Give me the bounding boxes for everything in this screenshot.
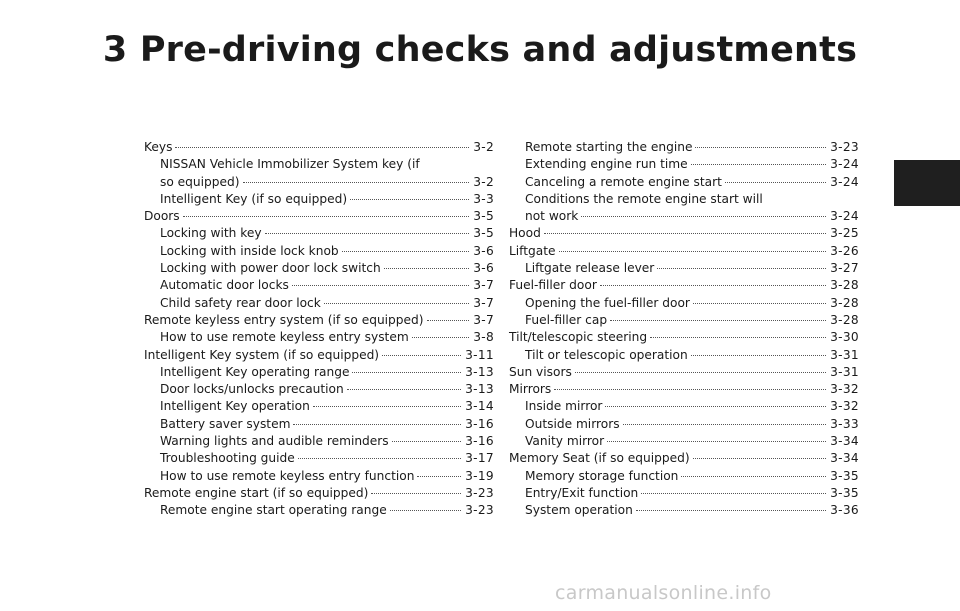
toc-entry-label: Remote engine start (if so equipped) [144, 485, 369, 500]
dot-leader [427, 320, 470, 321]
toc-entry[interactable] [144, 243, 494, 260]
toc-entry[interactable] [509, 433, 859, 450]
dot-leader [575, 372, 826, 373]
toc-entry[interactable] [509, 156, 859, 173]
toc-entry-page: 3-23 [465, 485, 494, 500]
toc-entry-page: 3-13 [465, 364, 494, 379]
toc-entry-label: Tilt/telescopic steering [509, 330, 648, 345]
dot-leader [292, 285, 469, 286]
toc-entry[interactable] [509, 398, 859, 415]
dot-leader [384, 268, 469, 269]
dot-leader [600, 285, 826, 286]
toc-entry[interactable] [509, 381, 859, 398]
toc-entry-page: 3-35 [830, 485, 859, 500]
dot-leader [324, 303, 469, 304]
toc-entry-label: Automatic door locks [160, 278, 289, 293]
toc-entry[interactable] [509, 139, 859, 156]
dot-leader [392, 441, 461, 442]
toc-entry-label: Door locks/unlocks precaution [160, 382, 344, 397]
dot-leader [650, 337, 826, 338]
dot-leader [691, 355, 826, 356]
toc-entry-label: Remote engine start operating range [160, 503, 387, 518]
dot-leader [610, 320, 826, 321]
toc-entry[interactable] [509, 329, 859, 346]
toc-entry-page: 3-31 [830, 347, 859, 362]
toc-entry[interactable] [509, 174, 859, 191]
toc-entry[interactable] [144, 416, 494, 433]
toc-entry-label: Liftgate [509, 243, 556, 258]
toc-entry-label: Memory storage function [525, 468, 679, 483]
toc-entry-page: 3-16 [465, 434, 494, 449]
toc-entry[interactable] [509, 485, 859, 502]
toc-entry[interactable] [144, 156, 494, 191]
toc-entry-label: Vanity mirror [525, 434, 605, 449]
toc-entry-page: 3-28 [830, 278, 859, 293]
dot-leader [605, 406, 826, 407]
toc-entry-label: not work [525, 209, 579, 224]
dot-leader [695, 147, 826, 148]
toc-entry-page: 3-17 [465, 451, 494, 466]
toc-entry-page: 3-19 [465, 468, 494, 483]
toc-entry[interactable] [144, 468, 494, 485]
dot-leader [298, 458, 461, 459]
toc-entry[interactable] [144, 225, 494, 242]
toc-entry[interactable] [509, 191, 859, 226]
toc-entry-label: Locking with key [160, 226, 262, 241]
toc-entry-page: 3-3 [473, 191, 494, 206]
toc-entry-label: Inside mirror [525, 399, 603, 414]
toc-entry[interactable] [144, 139, 494, 156]
toc-entry-page: 3-8 [473, 330, 494, 345]
dot-leader [350, 199, 469, 200]
dot-leader [371, 493, 461, 494]
toc-entry[interactable] [509, 502, 859, 519]
toc-entry-label: Memory Seat (if so equipped) [509, 451, 690, 466]
toc-entry[interactable] [144, 329, 494, 346]
toc-entry[interactable] [144, 450, 494, 467]
toc-entry-label: Locking with inside lock knob [160, 243, 339, 258]
toc-entry-label: Battery saver system [160, 416, 291, 431]
toc-entry-page: 3-6 [473, 243, 494, 258]
toc-entry[interactable] [509, 347, 859, 364]
toc-entry-page: 3-14 [465, 399, 494, 414]
dot-leader [352, 372, 461, 373]
toc-entry[interactable] [509, 312, 859, 329]
toc-entry-page: 3-27 [830, 261, 859, 276]
toc-entry-page: 3-24 [830, 157, 859, 172]
toc-entry[interactable] [509, 277, 859, 294]
toc-entry-label: Hood [509, 226, 541, 241]
toc-entry-page: 3-25 [830, 226, 859, 241]
toc-entry-label: Intelligent Key (if so equipped) [160, 191, 348, 206]
toc-entry[interactable] [509, 260, 859, 277]
toc-entry[interactable] [509, 450, 859, 467]
toc-entry-page: 3-13 [465, 382, 494, 397]
toc-entry-label: How to use remote keyless entry function [160, 468, 415, 483]
toc-entry-page: 3-23 [830, 140, 859, 154]
dot-leader [293, 424, 461, 425]
toc-entry-page: 3-23 [465, 503, 494, 518]
toc-entry[interactable] [509, 416, 859, 433]
toc-entry-label: Opening the fuel-filler door [525, 295, 690, 310]
toc-entry-page: 3-7 [473, 312, 494, 327]
toc-entry-page: 3-30 [830, 330, 859, 345]
toc-entry-page: 3-16 [465, 416, 494, 431]
dot-leader [183, 216, 470, 217]
toc-entry[interactable] [509, 468, 859, 485]
dot-leader [243, 182, 470, 183]
toc-entry-page: 3-5 [473, 226, 494, 241]
dot-leader [382, 355, 461, 356]
toc-entry[interactable] [509, 295, 859, 312]
dot-leader [412, 337, 469, 338]
dot-leader [681, 476, 826, 477]
toc-entry-page: 3-2 [473, 174, 494, 189]
toc-entry-page: 3-26 [830, 243, 859, 258]
dot-leader [657, 268, 826, 269]
dot-leader [347, 389, 461, 390]
toc-entry-page: 3-7 [473, 295, 494, 310]
dot-leader [693, 303, 826, 304]
toc-entry[interactable] [144, 347, 494, 364]
toc-entry-page: 3-6 [473, 261, 494, 276]
toc-entry-page: 3-34 [830, 434, 859, 449]
toc-entry-label: Canceling a remote engine start [525, 174, 722, 189]
dot-leader [544, 233, 826, 234]
toc-entry[interactable] [144, 398, 494, 415]
toc-entry-page: 3-32 [830, 399, 859, 414]
dot-leader [581, 216, 826, 217]
toc-entry-page: 3-33 [830, 416, 859, 431]
toc-entry[interactable] [144, 485, 494, 502]
toc-entry-label: Doors [144, 209, 180, 224]
toc-entry-label: Intelligent Key operation [160, 399, 310, 414]
dot-leader [636, 510, 826, 511]
toc-entry-label: Outside mirrors [525, 416, 620, 431]
watermark-text: carmanualsonline.info [555, 582, 772, 604]
toc-entry-label: NISSAN Vehicle Immobilizer System key (if [160, 157, 420, 172]
toc-entry-label: Child safety rear door lock [160, 295, 321, 310]
dot-leader [342, 251, 470, 252]
toc-entry-label: Warning lights and audible reminders [160, 434, 389, 449]
toc-entry[interactable] [144, 502, 494, 519]
toc-entry-page: 3-11 [465, 347, 494, 362]
dot-leader [559, 251, 827, 252]
toc-entry-label: Remote starting the engine [525, 140, 693, 154]
toc-entry-page: 3-32 [830, 382, 859, 397]
dot-leader [623, 424, 827, 425]
dot-leader [554, 389, 826, 390]
toc-entry-label: Fuel-filler door [509, 278, 597, 293]
toc-entry-page: 3-2 [473, 140, 494, 154]
page-title: 3 Pre-driving checks and adjustments [102, 30, 858, 70]
toc-entry-page: 3-7 [473, 278, 494, 293]
toc-entry-label: System operation [525, 503, 633, 518]
toc-entry-page: 3-28 [830, 312, 859, 327]
toc-entry-label: Tilt or telescopic operation [525, 347, 688, 362]
toc-entry-label: Remote keyless entry system (if so equipped) [144, 312, 424, 327]
dot-leader [265, 233, 470, 234]
toc-entry-page: 3-5 [473, 209, 494, 224]
toc-entry[interactable] [509, 225, 859, 242]
toc-entry[interactable] [144, 364, 494, 381]
toc-entry-label: so equipped) [160, 174, 240, 189]
toc-entry-page: 3-24 [830, 209, 859, 224]
toc-entry[interactable] [144, 295, 494, 312]
toc-entry-page: 3-36 [830, 503, 859, 518]
toc-entry[interactable] [509, 364, 859, 381]
toc-entry[interactable] [144, 191, 494, 208]
toc-column-right [509, 139, 859, 520]
toc-entry-page: 3-34 [830, 451, 859, 466]
dot-leader [390, 510, 461, 511]
toc-entry-page: 3-24 [830, 174, 859, 189]
toc-entry-label: Intelligent Key operating range [160, 364, 350, 379]
toc-entry-label: Fuel-filler cap [525, 312, 608, 327]
toc-column-left [144, 139, 494, 520]
toc-entry[interactable] [144, 381, 494, 398]
dot-leader [313, 406, 461, 407]
toc-entry-label: Extending engine run time [525, 157, 688, 172]
dot-leader [417, 476, 461, 477]
toc-entry-label: Liftgate release lever [525, 261, 655, 276]
toc-entry[interactable] [144, 208, 494, 225]
dot-leader [641, 493, 826, 494]
toc-entry[interactable] [144, 260, 494, 277]
toc-entry-label: Keys [144, 140, 173, 154]
toc-entry-page: 3-28 [830, 295, 859, 310]
dot-leader [693, 458, 827, 459]
toc-entry-label: Mirrors [509, 382, 552, 397]
toc-entry-label: Sun visors [509, 364, 572, 379]
toc-entry-label: Locking with power door lock switch [160, 261, 381, 276]
chapter-tab [894, 160, 960, 206]
toc-entry-label: Troubleshooting guide [160, 451, 295, 466]
dot-leader [175, 147, 469, 148]
toc-entry-label: Intelligent Key system (if so equipped) [144, 347, 380, 362]
toc-entry-label: How to use remote keyless entry system [160, 330, 409, 345]
toc-entry[interactable] [509, 243, 859, 260]
toc-entry[interactable] [144, 277, 494, 294]
toc-entry-page: 3-35 [830, 468, 859, 483]
toc-entry-page: 3-31 [830, 364, 859, 379]
toc-entry-label: Conditions the remote engine start will [525, 191, 763, 206]
toc-entry[interactable] [144, 433, 494, 450]
dot-leader [725, 182, 826, 183]
dot-leader [607, 441, 826, 442]
toc-entry[interactable] [144, 312, 494, 329]
dot-leader [691, 164, 826, 165]
toc-entry-label: Entry/Exit function [525, 485, 639, 500]
